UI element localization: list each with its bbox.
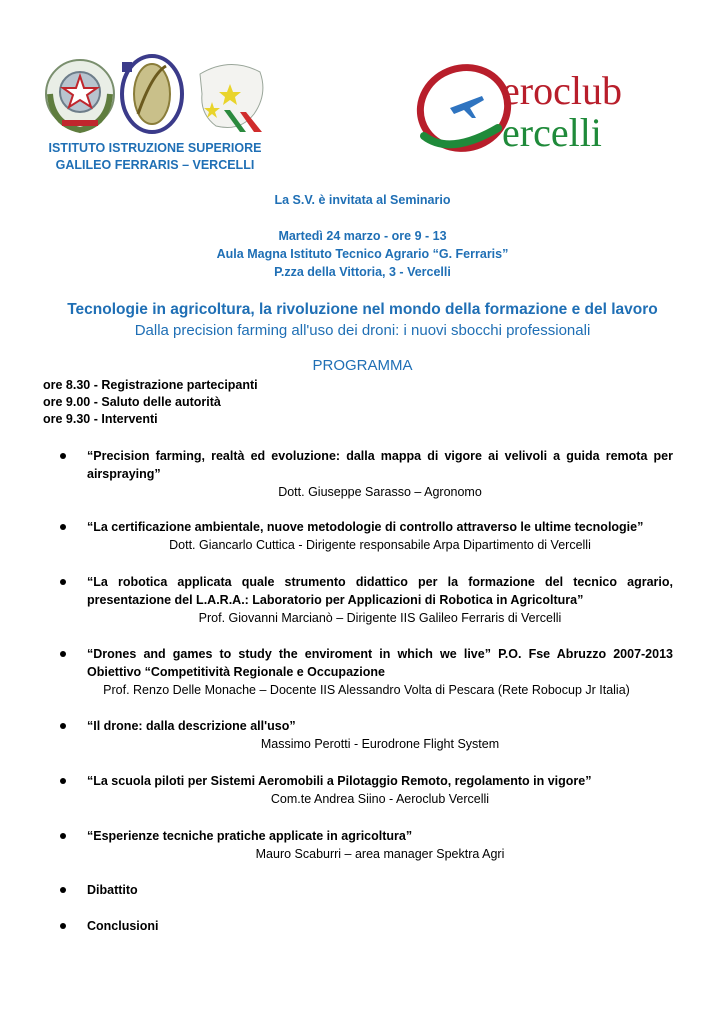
- bullet-icon: [60, 778, 66, 784]
- school-wheat-logo-icon: [122, 56, 182, 132]
- program-item: [60, 518, 673, 554]
- school-name-line1: ISTITUTO ISTRUZIONE SUPERIORE: [48, 141, 262, 155]
- europe-map-logo-icon: [200, 64, 263, 132]
- program-item-speaker: Com.te Andrea Siino - Aeroclub Vercelli: [270, 792, 490, 806]
- bullet-icon: [60, 887, 66, 893]
- program-item-title: Conclusioni: [87, 919, 159, 933]
- program-item-title: “La certificazione ambientale, nuove metodologie di controllo attraverso le ultime tecnologie”: [87, 520, 644, 534]
- programma-heading: PROGRAMMA: [312, 357, 413, 374]
- program-item-title: “La scuola piloti per Sistemi Aeromobili a Pilotaggio Remoto, regolamento in vigore”: [87, 774, 592, 788]
- italian-emblem-icon: [46, 60, 114, 130]
- seminar-title: Tecnologie in agricoltura, la rivoluzione nel mondo della formazione e del lavoro: [67, 301, 658, 318]
- event-date: Martedì 24 marzo - ore 9 - 13: [278, 229, 447, 243]
- bullet-icon: [60, 723, 66, 729]
- schedule-line: ore 9.30 - Interventi: [43, 412, 158, 426]
- bullet-icon: [60, 923, 66, 929]
- school-emblems-icon: [40, 54, 270, 136]
- program-item-title: “La robotica applicata quale strumento didattico per la formazione del tecnico agrario, presentazione del L.A.R.A.: Laboratorio per Applicazioni di Robotica in Agricoltura”: [87, 575, 673, 607]
- program-item-title: “Il drone: dalla descrizione all'uso”: [87, 719, 296, 733]
- program-item-title: “Precision farming, realtà ed evoluzione: dalla mappa di vigore ai velivoli a guida remota per airspraying”: [87, 449, 673, 481]
- program-item-speaker: Dott. Giancarlo Cuttica - Dirigente responsabile Arpa Dipartimento di Vercelli: [169, 538, 591, 552]
- program-item: [60, 827, 673, 863]
- bullet-icon: [60, 651, 66, 657]
- seminar-subtitle: Dalla precision farming all'uso dei droni: i nuovi sbocchi professionali: [134, 322, 591, 339]
- schedule-line: ore 9.00 - Saluto delle autorità: [43, 395, 221, 409]
- bullet-icon: [60, 833, 66, 839]
- program-item-speaker: Prof. Giovanni Marcianò – Dirigente IIS Galileo Ferraris di Vercelli: [198, 611, 562, 625]
- program-item-speaker: Prof. Renzo Delle Monache – Docente IIS Alessandro Volta di Pescara (Rete Robocup Jr Italia): [103, 683, 630, 697]
- event-venue: Aula Magna Istituto Tecnico Agrario “G. Ferraris”: [216, 247, 509, 261]
- program-item: [60, 772, 673, 808]
- program-item: [60, 447, 673, 501]
- event-address: P.zza della Vittoria, 3 - Vercelli: [274, 265, 451, 279]
- program-item-title: Dibattito: [87, 883, 138, 897]
- program-item-title: “Drones and games to study the enviroment in which we live” P.O. Fse Abruzzo 2007-2013 Obiettivo “Competitività Regionale e Occupazione: [87, 647, 673, 679]
- program-item-speaker: Massimo Perotti - Eurodrone Flight System: [260, 737, 500, 751]
- aeroclub-logo: [410, 58, 660, 158]
- bullet-icon: [60, 579, 66, 585]
- invite-text: La S.V. è invitata al Seminario: [274, 193, 451, 207]
- program-item-title: “Esperienze tecniche pratiche applicate in agricoltura”: [87, 829, 413, 843]
- school-logos: [40, 54, 270, 136]
- program-item-speaker: Mauro Scaburri – area manager Spektra Agri: [255, 847, 505, 861]
- program-item: [60, 573, 673, 627]
- program-item: [60, 717, 673, 753]
- program-item-speaker: Dott. Giuseppe Sarasso – Agronomo: [278, 485, 482, 499]
- school-name-line2: GALILEO FERRARIS – VERCELLI: [55, 158, 255, 172]
- program-item: [60, 881, 673, 899]
- airplane-icon: [450, 96, 484, 118]
- aeroclub-word1: eroclub: [502, 68, 622, 113]
- schedule-line: ore 8.30 - Registrazione partecipanti: [43, 378, 258, 392]
- aeroclub-swoosh-icon: [410, 58, 660, 158]
- bullet-icon: [60, 524, 66, 530]
- program-item: [60, 645, 673, 699]
- aeroclub-word2: ercelli: [502, 110, 602, 155]
- program-item: [60, 917, 673, 935]
- bullet-icon: [60, 453, 66, 459]
